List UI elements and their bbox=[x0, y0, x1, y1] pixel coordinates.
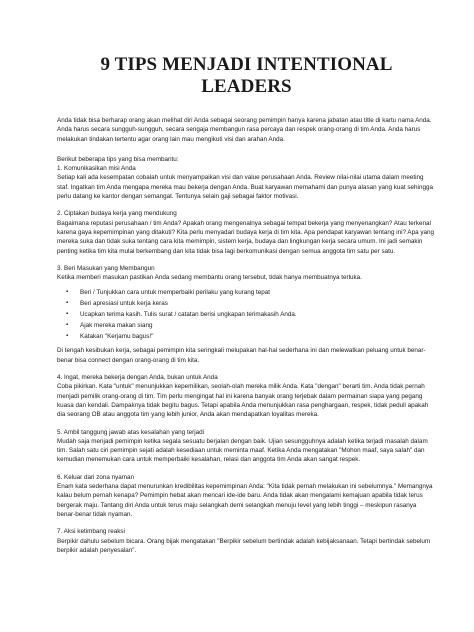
list-item: ▪ Ucapkan terima kasih. Tulis surat / catatan berisi ungkapan terimakasih Anda. bbox=[66, 309, 436, 320]
intro-paragraph: Anda tidak bisa berharap orang akan melihat diri Anda sebagai seorang pemimpin hanya karena jabatan atau title di kartu nama Anda. Anda harus secara sungguh-sungguh, secara sengaja membangun rasa percaya dan respek orang-orang di tim Anda. Anda harus melakukan tindakan tertentu agar orang lain mau mengikuti visi dan arahan Anda. bbox=[57, 117, 432, 143]
section-4 bbox=[57, 373, 436, 419]
list-item: ▪ Beri / Tunjukkan cara untuk memperbaiki perilaku yang kurang tepat bbox=[66, 287, 436, 298]
section-title: 4. Ingat, mereka bekerja dengan Anda, bukan untuk Anda bbox=[57, 374, 218, 382]
section-7 bbox=[57, 527, 436, 555]
section-2 bbox=[57, 209, 436, 255]
document-title: 9 TIPS MENJADI INTENTIONAL LEADERS bbox=[100, 54, 393, 97]
section-title: 2. Ciptakan budaya kerja yang mendukung bbox=[57, 210, 177, 218]
section-body-after: Di tengah kesibukan kerja, sebagai pemimpin kita seringkali melupakan hal-hal sederhana ini dan melewatkan peluang untuk benar-benar bisa connect dengan orang-orang di tim kita. bbox=[57, 347, 426, 364]
section-title: 6. Keluar dari zona nyaman bbox=[57, 473, 135, 481]
section-title: 3. Beri Masukan yang Membangun bbox=[57, 264, 155, 272]
section-body: Ketika memberi masukan pastikan Anda sedang membantu orang tersebut, tidak hanya membuatnya terluka. bbox=[57, 274, 362, 282]
section-6 bbox=[57, 473, 436, 519]
section-body: Setiap kali ada kesempatan cobalah untuk menyampaikan visi dan value perusahaan Anda. Review nilai-nilai utama dalam meeting staf. Ingatkan tim Anda mengapa mereka mau bekerja dengan Anda. Buat karyawan memahami dan punya alasan yang kuat sehingga perlu datang ke kantor dengan semangat. Tentunya selain gaji sebagai faktor motivasi. bbox=[57, 174, 433, 201]
tips-bullet-list bbox=[57, 287, 436, 342]
section-body: Bagaimana reputasi perusahaan / tim Anda? Apakah orang mengenalnya sebagai tempat bekerja yang menyenangkan? Atau terkenal karena gaya kepemimpinan yang ditakuti? Kita perlu menyadari budaya kerja di tim kita. Apa pendapat karyawan tentang ini? Apa yang mereka suka dan tidak suka tentang cara kita memimpin, sistem kerja, budaya dan lingkungan kerja secara umum. Ini jadi semakin penting ketika tim kita mulai berkembang dan kita tidak bisa lagi berkomunikasi dengan semua anggota tim satu per satu. bbox=[57, 219, 435, 255]
section-body: Coba pikirkan. Kata "untuk" menunjukkan kepemilikan, seolah-olah mereka milik Anda. Kata "dengan" berarti tim. Anda tidak pernah menjadi pemilik orang-orang di tim. Tim perlu mengingat hal ini karena banyak orang terjebak dalam permainan siapa yang pegang kuasa dan kendali. Dampaknya tidak begitu bagus. Tetapi apabila Anda menunjukkan rasa penghargaan, respek, tidak peduli apakah dia seorang OB atau anggota tim yang lebih junior, Anda akan mendapatkan loyalitas mereka. bbox=[57, 383, 429, 419]
section-body: Enam kata sederhana dapat menurunkan kredibilitas kepemimpinan Anda: "Kita tidak pernah melakukan ini sebelumnya." Memangnya kalau belum pernah kenapa? Pemimpin hebat akan mencari ide-ide baru. Anda tidak akan mengalami kemajuan apabila tidak terus bergerak maju. Tantang diri Anda untuk terus maju selangkah demi selangkah menuju level yang lebih tinggi – meskipun rasanya benar-benar tidak nyaman. bbox=[57, 483, 433, 518]
lead-line: Berikut beberapa tips yang bisa membantu: bbox=[57, 155, 179, 163]
section-5 bbox=[57, 428, 436, 465]
section-1 bbox=[57, 164, 436, 201]
section-title: 7. Aksi ketimbang reaksi bbox=[57, 528, 125, 536]
section-title: 1. Komunikasikan misi Anda bbox=[57, 165, 136, 173]
list-item: ▪ Beri apresiasi untuk kerja keras bbox=[66, 298, 436, 309]
list-item: ▪ Katakan "Kerjamu bagus!" bbox=[66, 331, 436, 342]
list-item: ▪ Ajak mereka makan siang bbox=[66, 320, 436, 331]
section-body: Berpikir dahulu sebelum bicara. Orang bijak mengatakan "Berpikir sebelum bertindak adalah kebijaksanaan. Tetapi bertindak sebelum berpikir adalah penyesalan". bbox=[57, 537, 431, 554]
section-body: Mudah saja menjadi pemimpin ketika segala sesuatu berjalan dengan baik. Ujian sesungguhnya adalah ketika terjadi masalah dalam tim. Salah satu ciri pemimpin sejati adalah kesediaan untuk meminta maaf. Ketika Anda mengatakan "Mohon maaf, saya salah" dan kemudian menemukan cara untuk memperbaiki kesalahan, relasi dan anggota tim Anda akan sangat respek. bbox=[57, 437, 428, 464]
section-title: 5. Ambil tanggung jawab atas kesalahan yang terjadi bbox=[57, 428, 205, 436]
section-3 bbox=[57, 264, 436, 365]
